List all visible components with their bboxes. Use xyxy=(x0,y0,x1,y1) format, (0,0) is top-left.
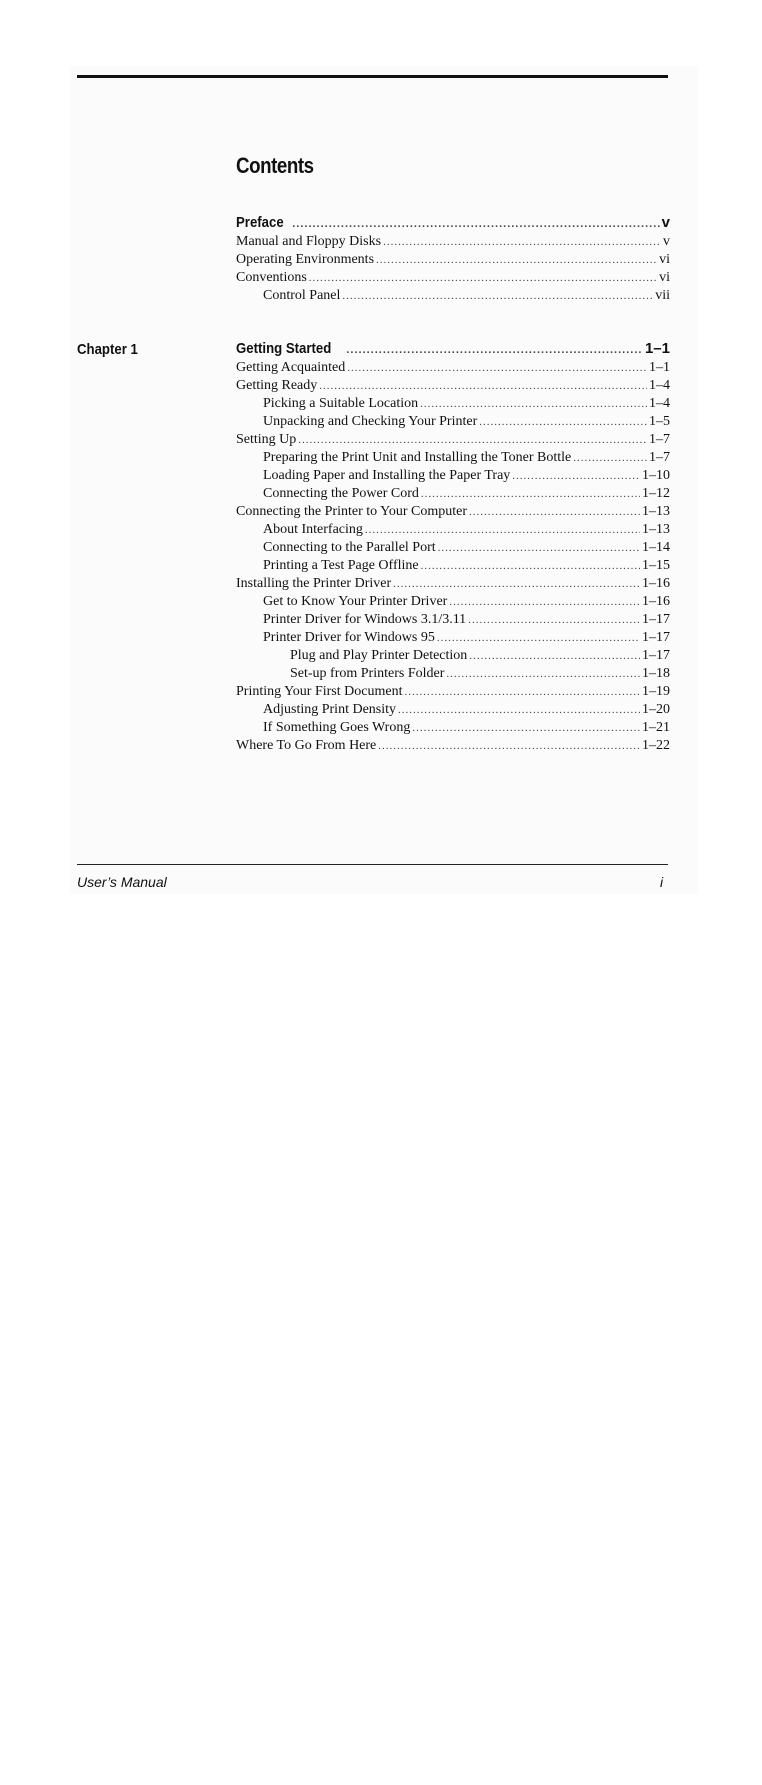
dot-leader xyxy=(469,647,640,665)
dot-leader xyxy=(573,449,647,467)
toc-entry[interactable] xyxy=(236,431,670,449)
dot-leader xyxy=(398,701,640,719)
toc-page-number: 1–14 xyxy=(642,540,670,555)
toc-entry[interactable] xyxy=(236,737,670,755)
dot-leader xyxy=(347,359,647,377)
toc-page-number: 1–15 xyxy=(642,558,670,573)
toc-entry[interactable] xyxy=(236,665,670,683)
dot-leader xyxy=(512,467,640,485)
toc-entry[interactable] xyxy=(236,701,670,719)
dot-leader xyxy=(421,485,640,503)
toc-entry-title: Getting Acquainted xyxy=(236,360,346,375)
toc-page-number: 1–13 xyxy=(642,504,670,519)
toc-entry-title: Plug and Play Printer Detection xyxy=(290,648,468,663)
toc-page-number: 1–1 xyxy=(649,360,670,375)
dot-leader xyxy=(292,214,659,234)
toc-entry[interactable] xyxy=(236,233,670,251)
dot-leader xyxy=(298,431,647,449)
toc-entry[interactable] xyxy=(236,251,670,269)
preface-toc xyxy=(236,213,670,305)
toc-entry[interactable] xyxy=(236,539,670,557)
toc-entry-title: Connecting the Printer to Your Computer xyxy=(236,504,467,519)
toc-entry[interactable] xyxy=(236,287,670,305)
dot-leader xyxy=(420,395,647,413)
toc-entry[interactable] xyxy=(236,575,670,593)
toc-page-number: 1–4 xyxy=(649,396,670,411)
toc-entry-title: About Interfacing xyxy=(263,522,363,537)
toc-entry[interactable] xyxy=(236,359,670,377)
toc-page-number: vi xyxy=(659,252,670,267)
toc-entry-title: Unpacking and Checking Your Printer xyxy=(263,414,478,429)
toc-page-number: 1–5 xyxy=(649,414,670,429)
top-rule xyxy=(77,75,668,78)
toc-page-number: 1–20 xyxy=(642,702,670,717)
dot-leader xyxy=(309,269,657,287)
toc-entry-title: Preparing the Print Unit and Installing the Toner Bottle xyxy=(263,450,572,465)
toc-entry-title: Getting Ready xyxy=(236,378,318,393)
dot-leader xyxy=(378,737,640,755)
toc-page-number: 1–17 xyxy=(642,648,670,663)
toc-entry[interactable] xyxy=(236,269,670,287)
dot-leader xyxy=(412,719,640,737)
toc-page-number: 1–7 xyxy=(649,450,670,465)
toc-heading-text: Getting Started xyxy=(236,340,332,357)
dot-leader xyxy=(393,575,640,593)
toc-entry[interactable] xyxy=(236,683,670,701)
dot-leader xyxy=(421,557,640,575)
toc-page-number: 1–19 xyxy=(642,684,670,699)
dot-leader xyxy=(319,377,647,395)
toc-entry[interactable] xyxy=(236,485,670,503)
toc-entry[interactable] xyxy=(236,467,670,485)
bottom-rule xyxy=(77,864,668,865)
dot-leader xyxy=(346,340,643,360)
toc-entry[interactable] xyxy=(236,377,670,395)
toc-entry-title: Printer Driver for Windows 3.1/3.11 xyxy=(263,612,467,627)
toc-entry-title: Conventions xyxy=(236,270,307,285)
toc-entry[interactable] xyxy=(236,719,670,737)
toc-entry[interactable] xyxy=(236,557,670,575)
toc-entry-title: Where To Go From Here xyxy=(236,738,377,753)
toc-entry[interactable] xyxy=(236,503,670,521)
toc-page-number: v xyxy=(663,234,670,249)
toc-entry-title: Operating Environments xyxy=(236,252,375,267)
toc-entry[interactable] xyxy=(236,629,670,647)
toc-page-number: vii xyxy=(655,288,670,303)
toc-page-number: v xyxy=(661,214,670,231)
dot-leader xyxy=(404,683,640,701)
toc-entry-title: If Something Goes Wrong xyxy=(263,720,411,735)
toc-page-number: 1–10 xyxy=(642,468,670,483)
toc-entry[interactable] xyxy=(236,593,670,611)
dot-leader xyxy=(468,611,640,629)
toc-page-number: 1–1 xyxy=(644,340,670,357)
dot-leader xyxy=(437,629,640,647)
toc-page-number: 1–7 xyxy=(649,432,670,447)
toc-entry-title: Set-up from Printers Folder xyxy=(290,666,445,681)
dot-leader xyxy=(365,521,640,539)
toc-page-number: 1–13 xyxy=(642,522,670,537)
toc-page-number: 1–18 xyxy=(642,666,670,681)
footer-manual-title: User’s Manual xyxy=(77,874,167,890)
toc-entry[interactable] xyxy=(236,521,670,539)
toc-entry-title: Adjusting Print Density xyxy=(263,702,397,717)
toc-entry[interactable] xyxy=(236,413,670,431)
toc-entry[interactable] xyxy=(236,611,670,629)
toc-page-number: 1–16 xyxy=(642,576,670,591)
toc-entry-title: Loading Paper and Installing the Paper Tray xyxy=(263,468,511,483)
toc-page-number: 1–21 xyxy=(642,720,670,735)
dot-leader xyxy=(383,233,661,251)
toc-entry[interactable] xyxy=(236,395,670,413)
toc-heading-preface[interactable] xyxy=(236,213,670,233)
toc-page-number: 1–4 xyxy=(649,378,670,393)
dot-leader xyxy=(469,503,640,521)
toc-entry-title: Control Panel xyxy=(263,288,341,303)
dot-leader xyxy=(438,539,640,557)
dot-leader xyxy=(479,413,647,431)
toc-entry-title: Connecting to the Parallel Port xyxy=(263,540,436,555)
toc-entry-title: Get to Know Your Printer Driver xyxy=(263,594,448,609)
toc-page-number: 1–16 xyxy=(642,594,670,609)
dot-leader xyxy=(342,287,653,305)
chapter-label: Chapter 1 xyxy=(77,341,138,358)
toc-entry-title: Installing the Printer Driver xyxy=(236,576,392,591)
page-title: Contents xyxy=(236,153,314,178)
footer-page-number: i xyxy=(660,874,664,890)
toc-heading-text: Preface xyxy=(236,214,284,231)
dot-leader xyxy=(376,251,657,269)
toc-page-number: 1–17 xyxy=(642,612,670,627)
toc-page-number: 1–17 xyxy=(642,630,670,645)
toc-page-number: 1–12 xyxy=(642,486,670,501)
toc-entry[interactable] xyxy=(236,449,670,467)
toc-heading-chapter1[interactable] xyxy=(236,339,670,359)
toc-entry-title: Printing a Test Page Offline xyxy=(263,558,419,573)
toc-page-number: vi xyxy=(659,270,670,285)
chapter1-toc xyxy=(236,339,670,755)
toc-entry-title: Printing Your First Document xyxy=(236,684,403,699)
toc-entry-title: Setting Up xyxy=(236,432,297,447)
toc-page-number: 1–22 xyxy=(642,738,670,753)
toc-entry-title: Picking a Suitable Location xyxy=(263,396,419,411)
toc-entry-title: Manual and Floppy Disks xyxy=(236,234,382,249)
dot-leader xyxy=(449,593,640,611)
toc-entry-title: Connecting the Power Cord xyxy=(263,486,419,501)
toc-entry[interactable] xyxy=(236,647,670,665)
dot-leader xyxy=(446,665,640,683)
toc-entry-title: Printer Driver for Windows 95 xyxy=(263,630,435,645)
